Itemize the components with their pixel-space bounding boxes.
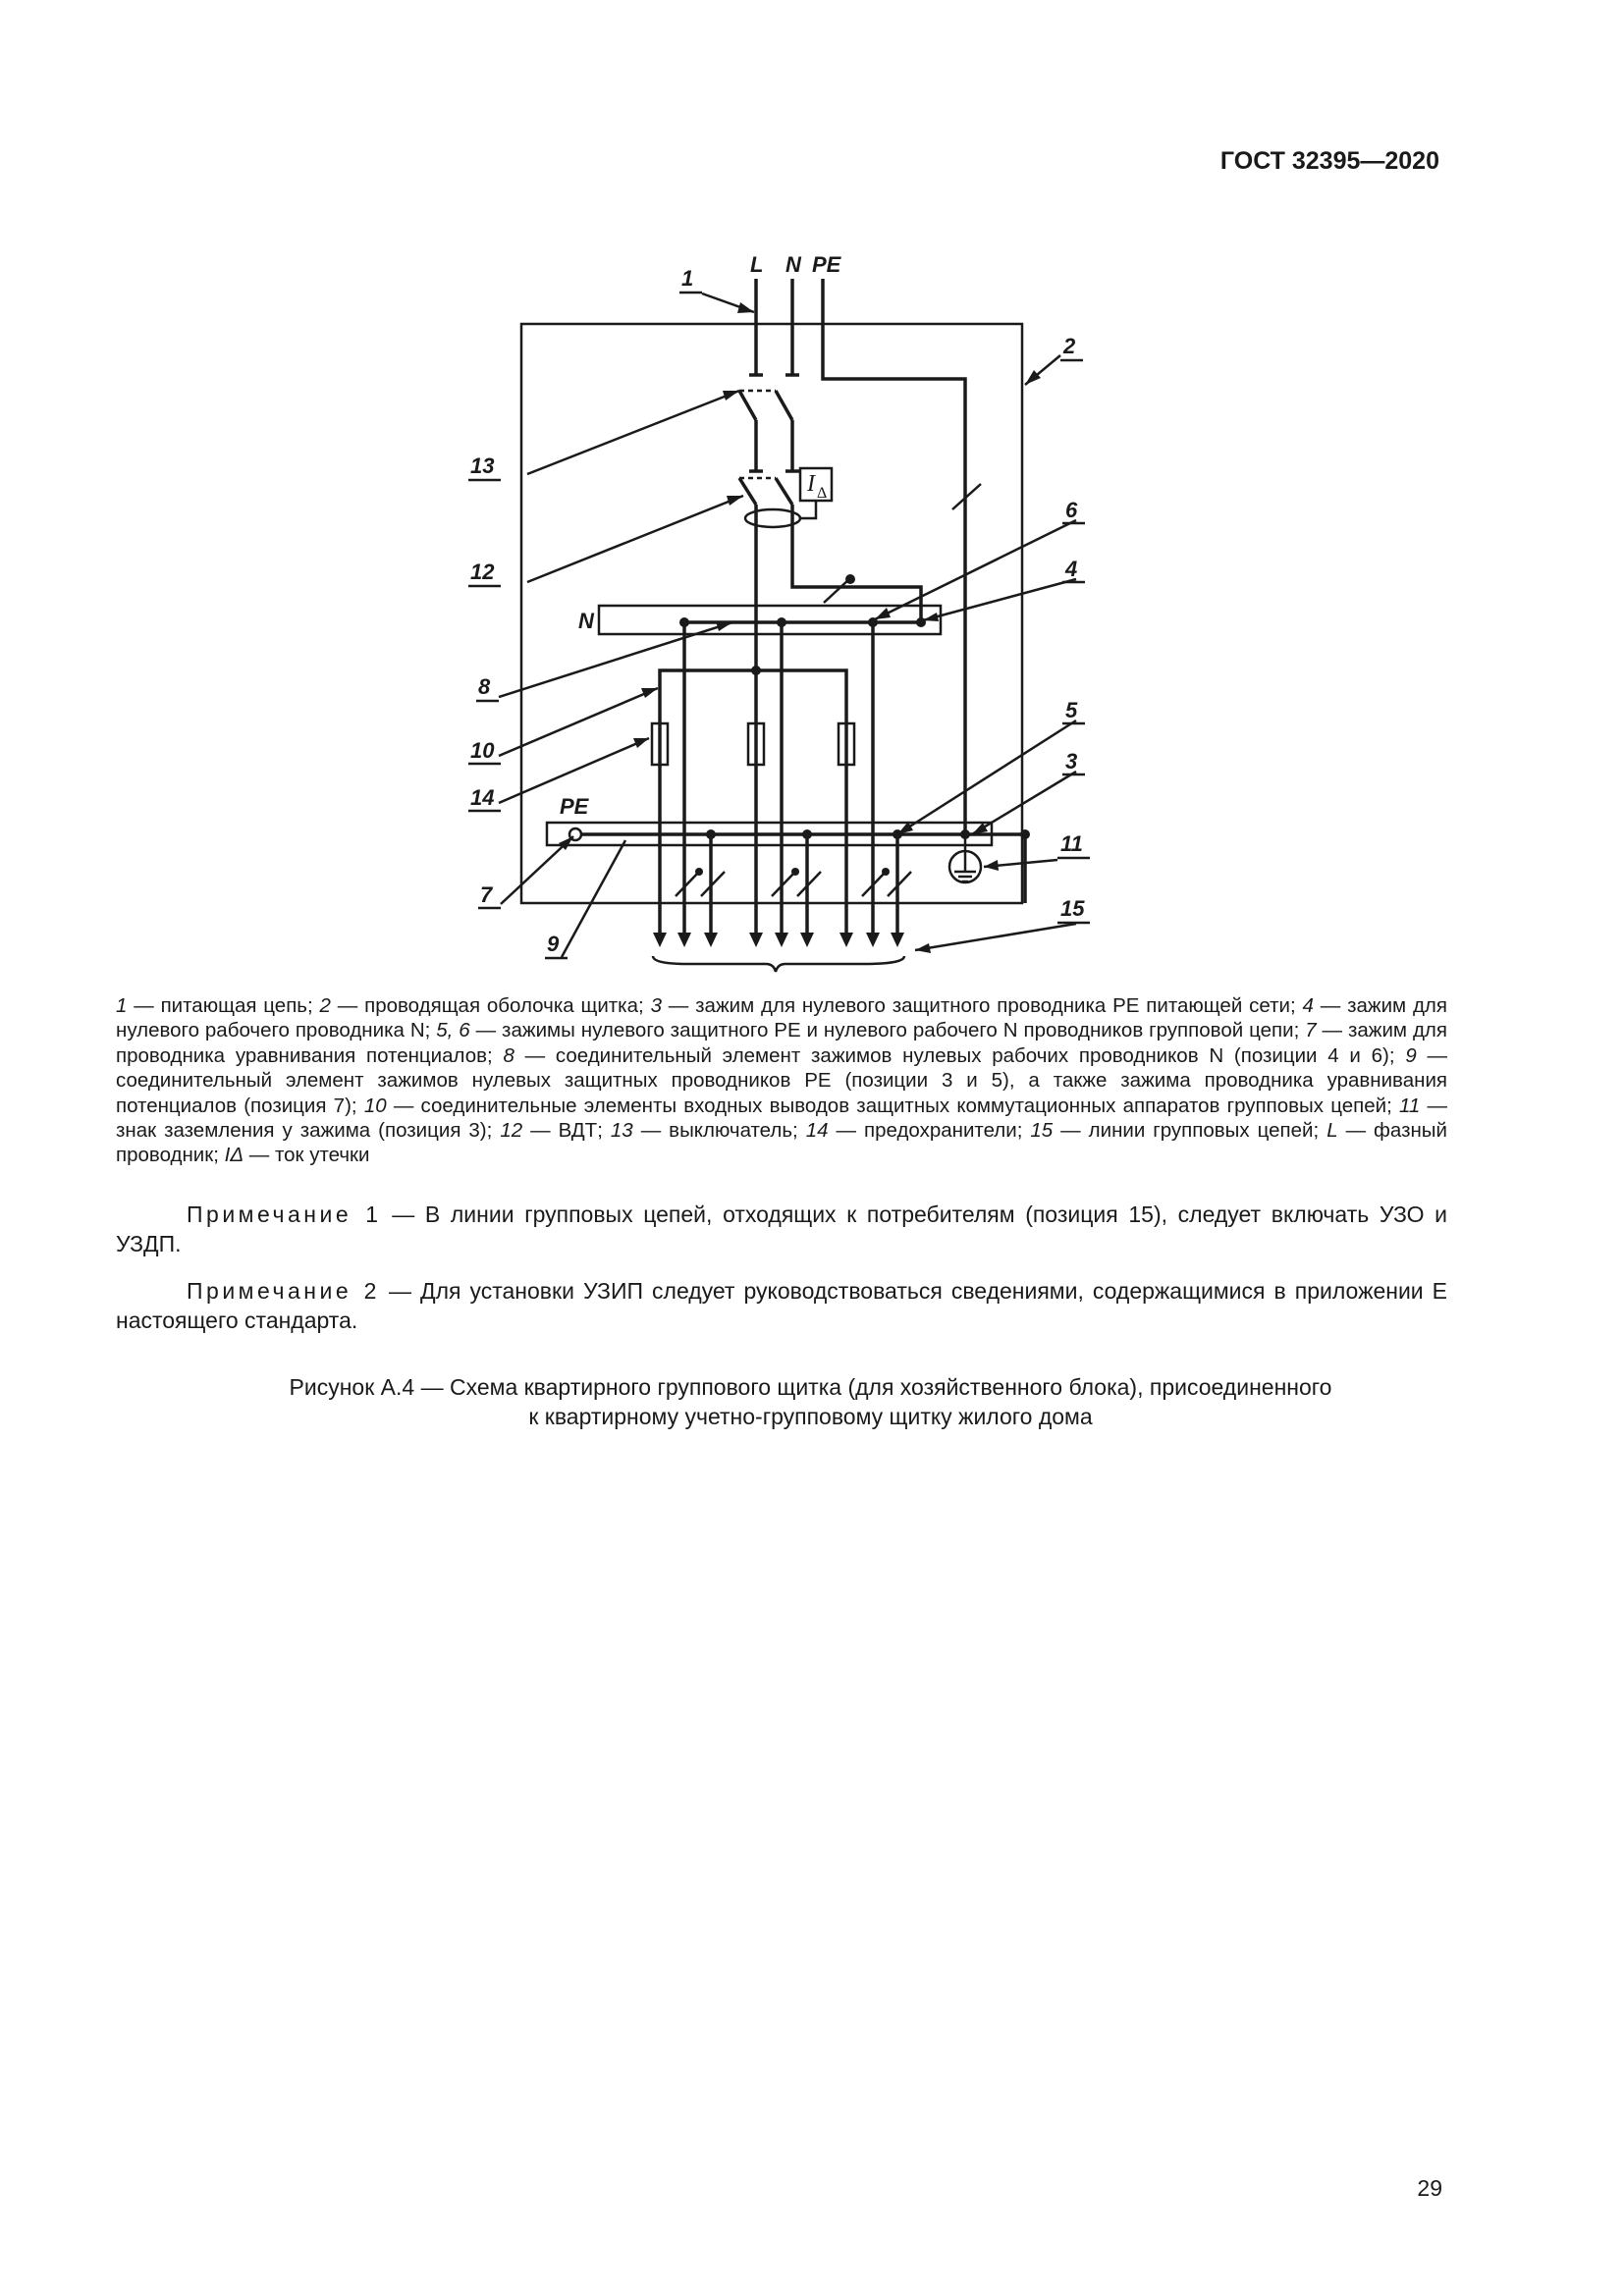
figure-legend: 1 — питающая цепь; 2 — проводящая оболочка щитка; 3 — зажим для нулевого защитного проводника PE питающей сети; 4 — зажим для нулевого рабочего проводника N; 5, 6 — зажимы нулевого защитного PE и нулевого рабочего N проводников групповой цепи; 7 — зажим для проводника уравнивания потенциалов; 8 — соединительный элемент зажимов нулевых рабочих проводников N (позиции 4 и 6); 9 — соединительный элемент зажимов нулевых защитных проводников PE (позиции 3 и 5), а также зажима проводника уравнивания потенциалов (позиция 7); 10 — соединительные элементы входных выводов защитных коммутационных аппаратов групповых цепей; 11 — знак заземления у зажима (позиция 3); 12 — ВДТ; 13 — выключатель; 14 — предохранители; 15 — линии групповых цепей; L — фазный проводник; IΔ — ток утечки (116, 994, 1447, 1167)
caption-line-2: к квартирному учетно-групповому щитку жилого дома (528, 1404, 1093, 1429)
legend-item-text: — предохранители (828, 1119, 1017, 1143)
legend-item-number: 2 (319, 994, 331, 1017)
legend-item-number: 7 (1305, 1019, 1317, 1042)
legend-item (500, 1119, 597, 1142)
legend-item (116, 994, 307, 1017)
rcd-blade-L (739, 478, 756, 505)
switch-blade-N (776, 391, 792, 420)
legend-item-number: 3 (650, 994, 662, 1017)
legend-item-text: — выключатель (632, 1119, 793, 1143)
legend-item-text: — зажим для нулевого рабочего проводника N (116, 994, 1447, 1042)
bus-PE-label: PE (560, 794, 589, 819)
legend-item (806, 1119, 1017, 1142)
note-1-label: Примечание 1 (187, 1201, 382, 1227)
legend-item (320, 994, 638, 1017)
callout-7: 7 (480, 882, 493, 907)
callout-12: 12 (470, 560, 495, 584)
legend-item-text: — зажим для нулевого защитного проводника PE питающей сети (661, 994, 1290, 1017)
note-1 (116, 1200, 1447, 1258)
legend-item-number: 11 (1398, 1094, 1421, 1117)
wiring-diagram (0, 0, 1624, 982)
note-2-text: — Для установки УЗИП следует руководствоваться сведениями, содержащимися в приложении Е настоящего стандарта. (116, 1278, 1448, 1333)
legend-item-text: — зажим для проводника уравнивания потенциалов (116, 1019, 1447, 1067)
legend-item-number: 13 (610, 1119, 633, 1143)
legend-item-text: — соединительный элемент зажимов нулевых рабочих проводников N (позиции 4 и 6) (514, 1043, 1389, 1067)
legend-item-text: — зажимы нулевого защитного PE и нулевого рабочего N проводников групповой цепи (469, 1019, 1294, 1042)
bus-N-label: N (578, 609, 594, 633)
callout-1: 1 (681, 266, 694, 291)
callout-3: 3 (1065, 749, 1078, 774)
legend-item-number: 8 (503, 1043, 514, 1067)
callout-8: 8 (478, 674, 491, 699)
legend-item-number: 1 (116, 994, 128, 1017)
callout-13: 13 (470, 454, 495, 478)
document-header: ГОСТ 32395—2020 (1219, 147, 1439, 175)
callout-4: 4 (1065, 557, 1078, 581)
label-N: N (785, 252, 801, 277)
legend-item-text: — ток утечки (244, 1144, 370, 1167)
callout-9: 9 (547, 932, 560, 956)
legend-item-number: 12 (500, 1119, 523, 1143)
bus-N (599, 606, 941, 634)
figure-caption (116, 1372, 1505, 1431)
legend-item (364, 1095, 1386, 1117)
wire-PE-main (823, 279, 965, 832)
callout-10: 10 (470, 738, 495, 763)
legend-item-number: L (1326, 1119, 1338, 1143)
legend-item-number: 14 (805, 1119, 829, 1143)
legend-item-text: — ВДТ (522, 1119, 598, 1143)
callout-2: 2 (1063, 334, 1076, 358)
legend-item (225, 1144, 370, 1166)
legend-item-number: 15 (1030, 1119, 1054, 1143)
legend-item-text: — линии групповых цепей (1053, 1119, 1314, 1143)
page-number: 29 (1417, 2175, 1442, 2201)
label-PE: PE (812, 252, 841, 277)
legend-item-text: — фазный проводник (116, 1119, 1447, 1167)
legend-item-text: — соединительный элемент зажимов нулевых защитных проводников PE (позиции 3 и 5), а также зажима проводника уравнивания потенциалов (позиция 7) (116, 1043, 1447, 1117)
callout-11: 11 (1060, 831, 1083, 856)
legend-item-number: IΔ (224, 1144, 244, 1167)
legend-item (1030, 1119, 1313, 1142)
leakage-symbol-letter: I (807, 471, 815, 497)
legend-item (651, 994, 1290, 1017)
legend-item-text: — питающая цепь (127, 994, 307, 1017)
callout-5: 5 (1065, 698, 1078, 722)
legend-item (503, 1044, 1388, 1067)
note-2 (116, 1276, 1447, 1335)
legend-item-number: 5, 6 (436, 1019, 470, 1042)
switch-blade-L (739, 391, 756, 420)
callout-14: 14 (470, 785, 495, 810)
legend-item (436, 1019, 1293, 1041)
legend-item-number: 9 (1405, 1043, 1417, 1067)
note-1-text: — В линии групповых цепей, отходящих к потребителям (позиция 15), следует включать УЗО и УЗДП. (116, 1201, 1448, 1256)
legend-item-text: — знак заземления у зажима (позиция 3) (116, 1094, 1447, 1143)
note-2-label: Примечание 2 (187, 1278, 380, 1304)
rcd-blade-N (776, 478, 792, 505)
caption-line-1: Рисунок А.4 — Схема квартирного группового щитка (для хозяйственного блока), присоединенного (289, 1374, 1332, 1400)
label-L: L (750, 252, 764, 277)
legend-item-number: 10 (363, 1094, 387, 1117)
group-brace (653, 956, 904, 972)
legend-item-text: — соединительные элементы входных выводов защитных коммутационных аппаратов групповых цепей (386, 1094, 1387, 1117)
legend-item-text: — проводящая оболочка щитка (330, 994, 639, 1017)
legend-item-number: 4 (1302, 994, 1314, 1017)
leakage-symbol-sub: Δ (817, 485, 828, 502)
callout-6: 6 (1065, 498, 1078, 522)
legend-item (611, 1119, 792, 1142)
callout-15: 15 (1060, 896, 1085, 921)
distribution-bar (660, 670, 846, 935)
output-arrows (653, 933, 904, 947)
